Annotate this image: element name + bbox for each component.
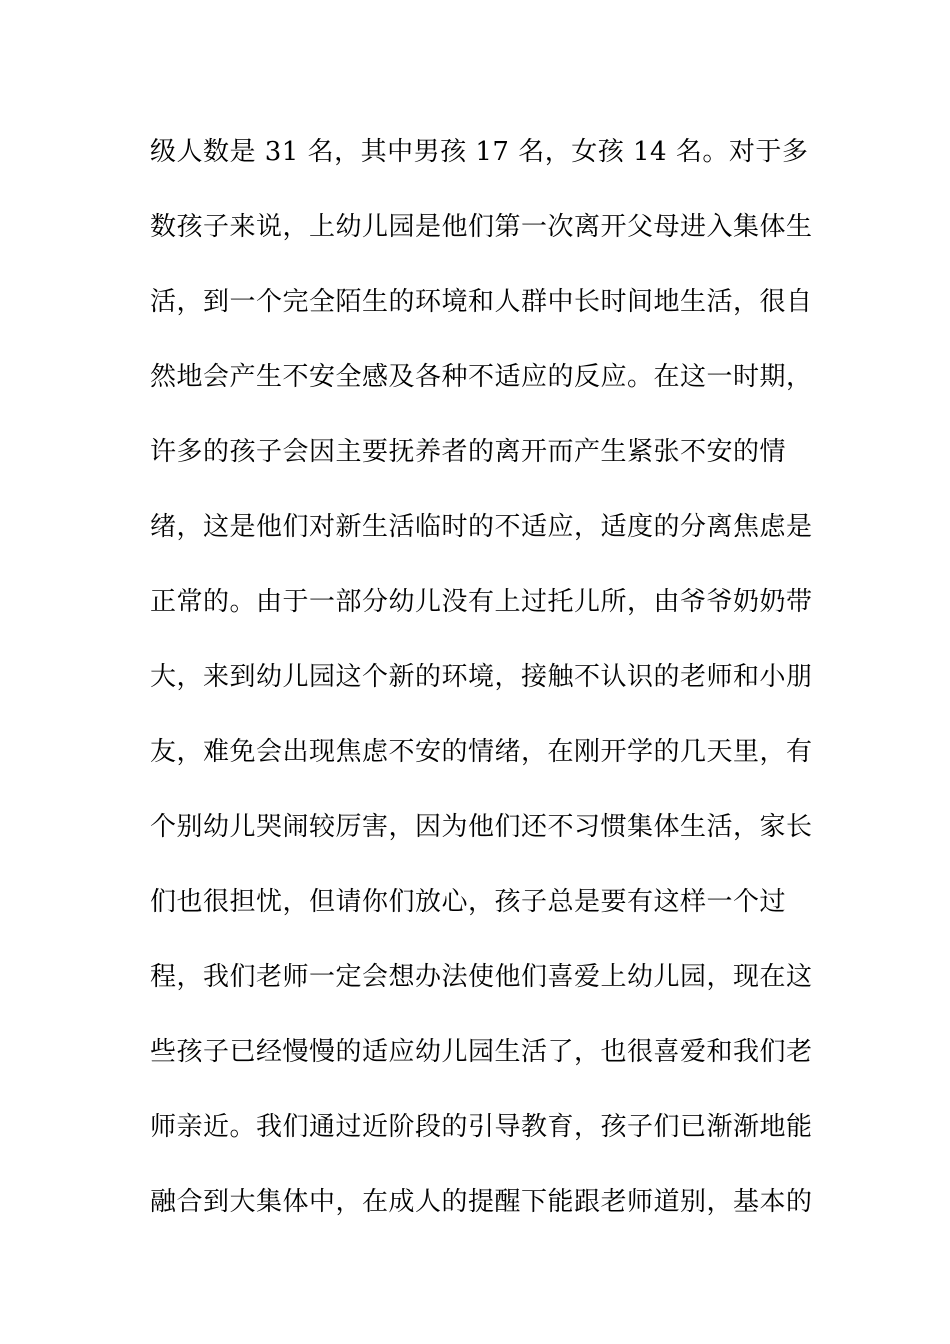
text-line: 友，难免会出现焦虑不安的情绪，在刚开学的几天里，有 xyxy=(150,737,813,767)
text-line: 绪，这是他们对新生活临时的不适应，适度的分离焦虑是 xyxy=(150,512,813,542)
text-line: 融合到大集体中，在成人的提醒下能跟老师道别，基本的 xyxy=(150,1187,813,1217)
text-line: 们也很担忧，但请你们放心，孩子总是要有这样一个过 xyxy=(150,887,787,917)
text-line: 些孩子已经慢慢的适应幼儿园生活了，也很喜爱和我们老 xyxy=(150,1037,813,1067)
text-line: 许多的孩子会因主要抚养者的离开而产生紧张不安的情 xyxy=(150,437,787,467)
text-line: 个别幼儿哭闹较厉害，因为他们还不习惯集体生活，家长 xyxy=(150,812,813,842)
text-line: 大，来到幼儿园这个新的环境，接触不认识的老师和小朋 xyxy=(150,662,813,692)
text-line: 师亲近。我们通过近阶段的引导教育，孩子们已渐渐地能 xyxy=(150,1112,813,1142)
text-line: 级人数是 31 名，其中男孩 17 名，女孩 14 名。对于多 xyxy=(150,137,809,167)
text-line: 正常的。由于一部分幼儿没有上过托儿所，由爷爷奶奶带 xyxy=(150,587,813,617)
text-line: 活，到一个完全陌生的环境和人群中长时间地生活，很自 xyxy=(150,287,813,317)
text-line: 然地会产生不安全感及各种不适应的反应。在这一时期， xyxy=(150,362,813,392)
document-body xyxy=(150,126,813,1251)
text-line: 程，我们老师一定会想办法使他们喜爱上幼儿园，现在这 xyxy=(150,962,813,992)
text-line: 数孩子来说，上幼儿园是他们第一次离开父母进入集体生 xyxy=(150,212,813,242)
